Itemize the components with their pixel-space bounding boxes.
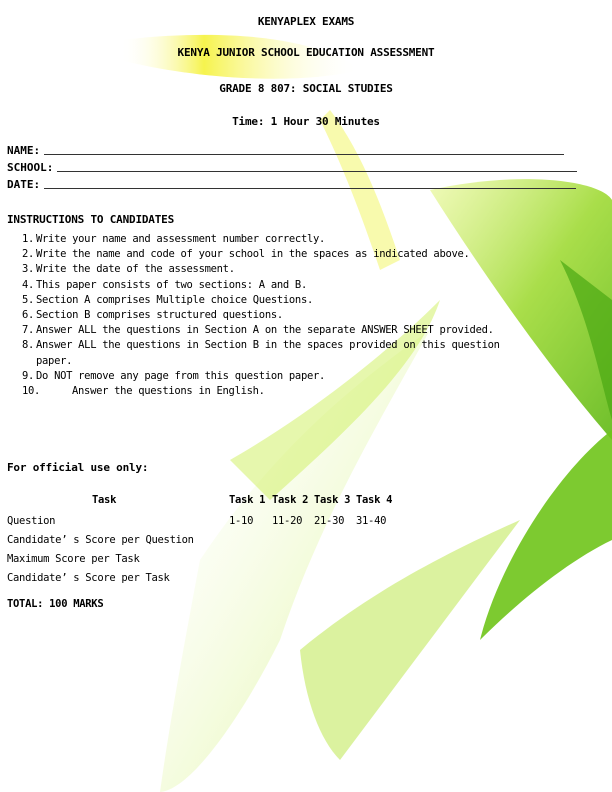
assessment-title: KENYA JUNIOR SCHOOL EDUCATION ASSESSMENT — [177, 46, 435, 59]
school-field[interactable] — [7, 161, 577, 174]
table-header-cell: Task 1 — [229, 494, 266, 506]
exam-body-title: KENYAPLEX EXAMS — [257, 15, 355, 28]
name-field[interactable] — [7, 144, 564, 157]
table-cell: 31-40 — [356, 515, 387, 527]
date-label: DATE: — [7, 178, 41, 191]
subject-title: GRADE 8 807: SOCIAL STUDIES — [219, 82, 393, 95]
table-cell: 21-30 — [314, 515, 345, 527]
list-item: 2. Write the name and code of your school in the spaces as indicated above. — [22, 248, 470, 261]
list-item: 3. Write the date of the assessment. — [22, 263, 235, 276]
official-use-title: For official use only: — [7, 461, 149, 474]
table-header-cell: Task 4 — [356, 494, 393, 506]
total-marks: TOTAL: 100 MARKS — [7, 598, 104, 610]
row-label: Maximum Score per Task — [7, 553, 140, 565]
list-item: 10. Answer the questions in English. — [22, 385, 265, 398]
instructions-list — [22, 232, 592, 399]
list-item: 5. Section A comprises Multiple choice Questions. — [22, 293, 313, 306]
list-item: 1. Write your name and assessment number correctly. — [22, 233, 326, 245]
list-item: 4. This paper consists of two sections: A and B. — [22, 278, 307, 291]
row-label: Question — [7, 515, 56, 527]
row-label: Candidate’ s Score per Task — [7, 572, 170, 584]
list-item: 9. Do NOT remove any page from this question paper. — [22, 369, 326, 382]
name-label: NAME: — [7, 144, 41, 157]
school-line — [57, 171, 577, 172]
school-label: SCHOOL: — [7, 161, 54, 174]
table-header-cell: Task — [92, 494, 117, 506]
date-line — [44, 188, 576, 189]
time-allowed: Time: 1 Hour 30 Minutes — [232, 115, 380, 128]
name-line — [44, 154, 564, 155]
list-item: 7. Answer ALL the questions in Section A on the separate ANSWER SHEET provided. — [22, 324, 494, 337]
date-field[interactable] — [7, 178, 576, 191]
table-cell: 11-20 — [272, 515, 303, 527]
table-cell: 1-10 — [229, 515, 254, 527]
row-label: Candidate’ s Score per Question — [7, 534, 194, 546]
instructions-title: INSTRUCTIONS TO CANDIDATES — [7, 213, 174, 226]
table-header-cell: Task 3 — [314, 494, 351, 506]
table-header-cell: Task 2 — [272, 494, 309, 506]
list-item-continuation: paper. — [36, 354, 73, 367]
list-item: 8. Answer ALL the questions in Section B in the spaces provided on this question — [22, 339, 500, 352]
list-item: 6. Section B comprises structured questions. — [22, 309, 283, 322]
